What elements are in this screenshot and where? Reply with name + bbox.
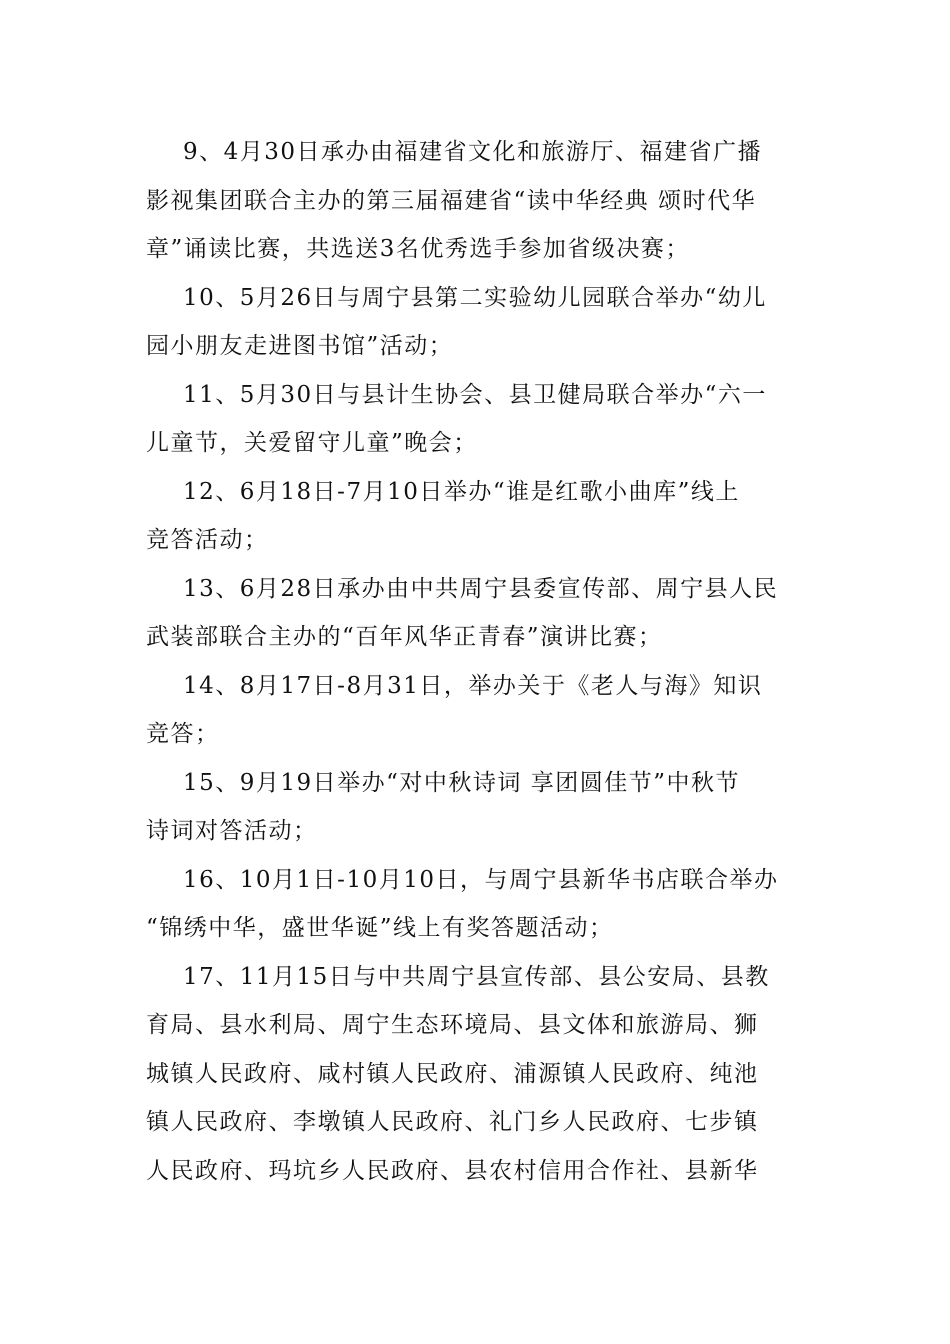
text-line: 16、10月1日-10月10日，与周宁县新华书店联合举办	[183, 866, 779, 893]
text-line: 人民政府、玛坑乡人民政府、县农村信用合作社、县新华	[146, 1157, 759, 1184]
text-line: 诗词对答活动；	[146, 818, 318, 844]
document-page	[146, 128, 806, 1195]
text-line: 17、11月15日与中共周宁县宣传部、县公安局、县教	[183, 963, 770, 990]
text-line: 章”诵读比赛，共选送3名优秀选手参加省级决赛；	[146, 236, 690, 262]
text-line: 11、5月30日与县计生协会、县卫健局联合举办“六一	[183, 381, 767, 408]
text-line: 竞答活动；	[146, 527, 269, 553]
text-line: 园小朋友走进图书馆”活动；	[146, 333, 454, 359]
text-line: 竞答；	[146, 721, 220, 747]
text-line: 武装部联合主办的“百年风华正青春”演讲比赛；	[146, 624, 663, 650]
text-line: 影视集团联合主办的第三届福建省“读中华经典 颂时代华	[146, 187, 757, 214]
text-line: 14、8月17日-8月31日，举办关于《老人与海》知识	[183, 672, 763, 699]
text-line: 9、4月30日承办由福建省文化和旅游厅、福建省广播	[183, 139, 763, 165]
text-line: 城镇人民政府、咸村镇人民政府、浦源镇人民政府、纯池	[146, 1060, 759, 1087]
text-line: 育局、县水利局、周宁生态环境局、县文体和旅游局、狮	[146, 1012, 759, 1038]
text-line: 镇人民政府、李墩镇人民政府、礼门乡人民政府、七步镇	[146, 1109, 759, 1135]
text-line: 10、5月26日与周宁县第二实验幼儿园联合举办“幼儿	[183, 284, 767, 311]
text-line: “锦绣中华，盛世华诞”线上有奖答题活动；	[146, 915, 614, 941]
text-line: 15、9月19日举办“对中秋诗词 享团圆佳节”中秋节	[183, 769, 740, 796]
text-line: 儿童节，关爱留守儿童”晚会；	[146, 430, 478, 456]
text-line: 13、6月28日承办由中共周宁县委宣传部、周宁县人民	[183, 575, 779, 602]
text-line: 12、6月18日-7月10日举办“谁是红歌小曲库”线上	[183, 478, 740, 505]
